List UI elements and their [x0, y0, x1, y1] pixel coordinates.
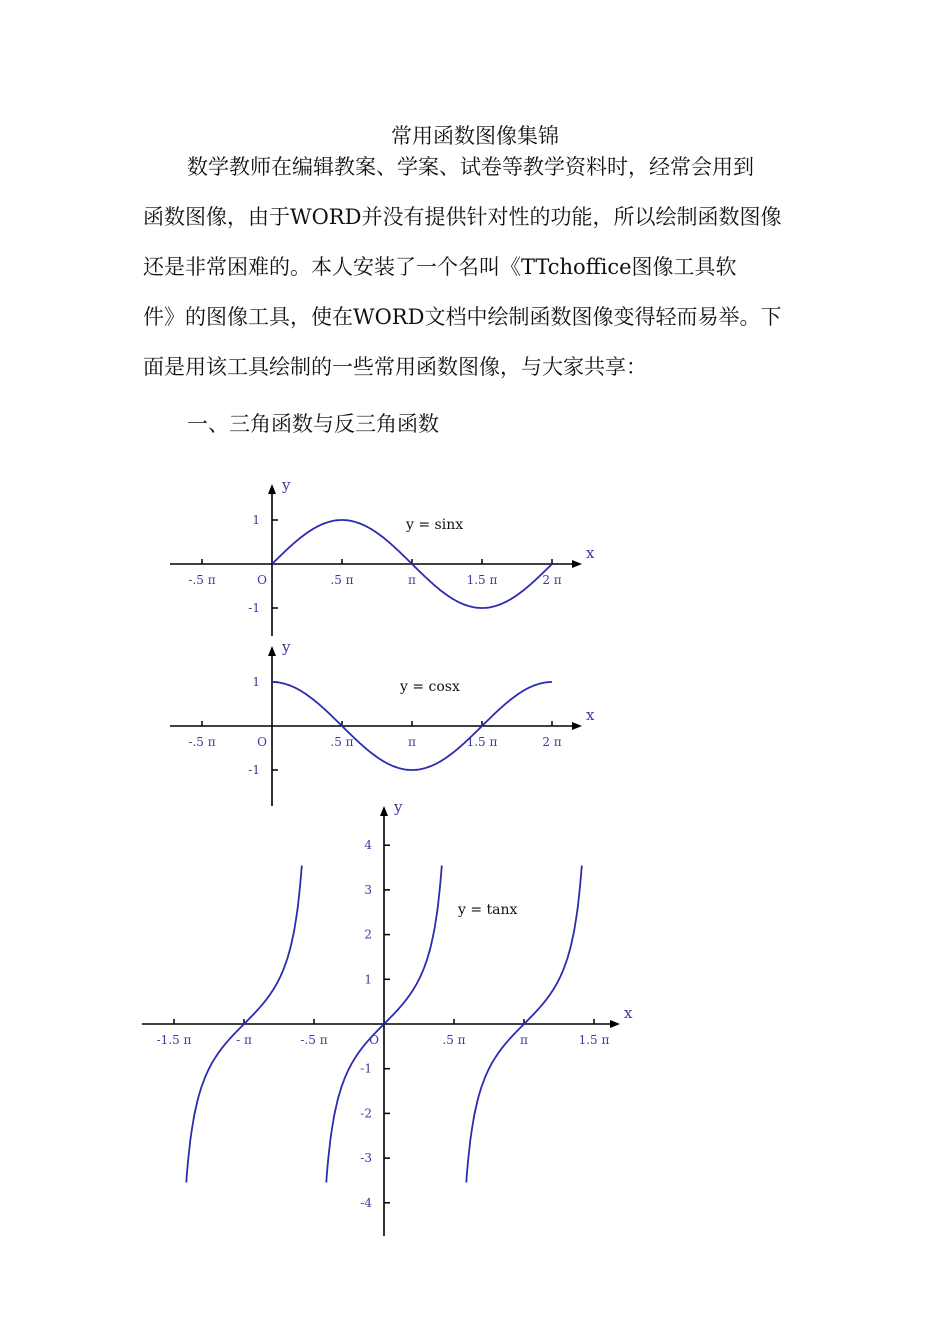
- paragraph-line: 还是非常困难的。本人安装了一个名叫《TTchoffice图像工具软: [143, 255, 737, 279]
- x-tick-label: 1.5 π: [578, 1033, 610, 1047]
- tan-curve-branch: [466, 866, 582, 1183]
- paragraph-line: 函数图像，由于WORD并没有提供针对性的功能，所以绘制函数图像: [143, 205, 782, 229]
- x-tick-label: -.5 π: [188, 573, 216, 587]
- x-tick-label: π: [520, 1033, 528, 1047]
- paragraph-line: 数学教师在编辑教案、学案、试卷等教学资料时，经常会用到: [187, 155, 754, 179]
- y-tick-label: 1: [252, 513, 260, 527]
- y-tick-label: -4: [360, 1195, 372, 1210]
- y-axis-label: y: [282, 476, 291, 494]
- y-tick-label: 1: [364, 972, 372, 987]
- y-axis-arrow: [268, 646, 276, 656]
- y-axis-arrow: [380, 806, 388, 816]
- x-tick-label: 1.5 π: [466, 735, 498, 749]
- x-tick-label: π: [408, 573, 416, 587]
- x-tick-label: .5 π: [330, 573, 354, 587]
- x-axis-arrow: [610, 1020, 620, 1028]
- x-axis-arrow: [572, 560, 582, 568]
- origin-label: O: [369, 1033, 379, 1047]
- origin-label: O: [257, 735, 267, 749]
- y-axis-arrow: [268, 484, 276, 494]
- x-tick-label: - π: [236, 1033, 252, 1047]
- x-axis-label: x: [624, 1004, 633, 1022]
- x-tick-label: 1.5 π: [466, 573, 498, 587]
- y-tick-label: -1: [248, 763, 260, 777]
- x-tick-label: 2 π: [542, 735, 562, 749]
- x-tick-label: .5 π: [442, 1033, 466, 1047]
- y-tick-label: 1: [252, 675, 260, 689]
- cos-curve: [272, 682, 552, 770]
- document-title: 常用函数图像集锦: [391, 124, 559, 148]
- paragraph-line: 面是用该工具绘制的一些常用函数图像，与大家共享：: [143, 355, 647, 379]
- y-tick-label: -1: [360, 1061, 372, 1076]
- y-tick-label: -2: [360, 1106, 372, 1121]
- x-axis-label: x: [586, 544, 595, 562]
- x-tick-label: -.5 π: [188, 735, 216, 749]
- x-tick-label: .5 π: [330, 735, 354, 749]
- paragraph-line: 件》的图像工具，使在WORD文档中绘制函数图像变得轻而易举。下: [143, 305, 782, 329]
- y-tick-label: -1: [248, 601, 260, 615]
- section-heading: 一、三角函数与反三角函数: [187, 412, 439, 436]
- x-axis-label: x: [586, 706, 595, 724]
- y-tick-label: 2: [364, 927, 372, 942]
- tan-function-label: y = tanx: [458, 902, 518, 918]
- x-tick-label: π: [408, 735, 416, 749]
- x-tick-label: 2 π: [542, 573, 562, 587]
- x-axis-arrow: [572, 722, 582, 730]
- y-axis-label: y: [394, 798, 403, 816]
- sin-curve: [272, 520, 552, 608]
- tan-curve-branch: [326, 866, 442, 1183]
- origin-label: O: [257, 573, 267, 587]
- intro-paragraph: [143, 142, 803, 392]
- tan-curve-branch: [186, 866, 301, 1183]
- y-tick-label: -3: [360, 1151, 372, 1166]
- y-tick-label: 4: [364, 838, 372, 853]
- y-tick-label: 3: [364, 882, 372, 897]
- sin-function-label: y = sinx: [406, 517, 464, 533]
- x-tick-label: -1.5 π: [156, 1033, 192, 1047]
- cos-function-label: y = cosx: [400, 679, 460, 695]
- y-axis-label: y: [282, 638, 291, 656]
- x-tick-label: -.5 π: [300, 1033, 328, 1047]
